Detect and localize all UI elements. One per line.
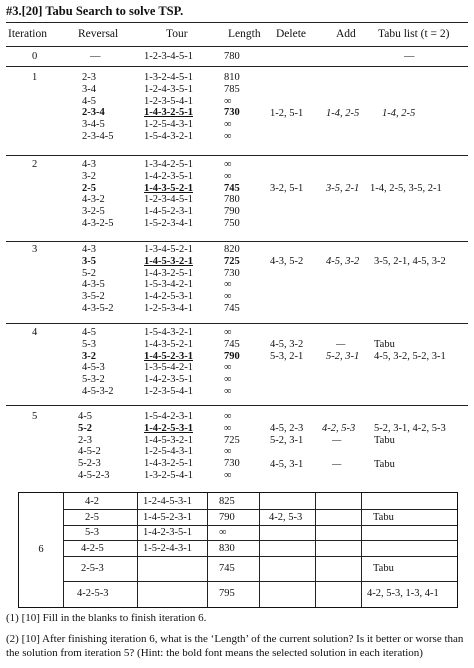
reversal-item-selected: 5-2 <box>78 422 92 434</box>
tabu-item: Tabu <box>374 434 395 446</box>
tour-item-selected: 1-4-2-5-3-1 <box>144 422 193 434</box>
iter2-tours <box>144 159 193 230</box>
iter5-tours <box>144 411 193 482</box>
iter6-row3-length: ∞ <box>219 527 227 538</box>
reversal-item: 3-5-2 <box>82 291 105 303</box>
tour-item: 1-3-4-2-5-1 <box>144 159 193 170</box>
reversal-item: 2-3 <box>78 434 92 446</box>
iter0-length: 780 <box>224 51 240 62</box>
reversal-item: 4-5 <box>82 327 96 338</box>
iter4-tours <box>144 327 193 398</box>
header-length: Length <box>228 28 261 40</box>
iter6-row5-tabu[interactable]: Tabu <box>373 563 394 574</box>
grid-vline <box>63 493 64 607</box>
reversal-item: 4-5 <box>78 411 92 422</box>
reversal-item: 4-3 <box>82 159 96 170</box>
iter2-add: 3-5, 2-1 <box>326 183 360 194</box>
header-iteration: Iteration <box>8 28 47 40</box>
reversal-item-selected: 2-3-4 <box>82 107 105 119</box>
header-rule <box>6 46 468 47</box>
length-item: ∞ <box>224 279 232 291</box>
header-tour: Tour <box>166 28 188 40</box>
tour-item: 1-4-5-3-2-1 <box>144 434 193 446</box>
iter6-row4-tour: 1-5-2-4-3-1 <box>143 542 192 554</box>
tour-item: 1-2-5-4-3-1 <box>144 446 193 458</box>
iter1-add: 1-4, 2-5 <box>326 108 360 119</box>
reversal-item: 2-3 <box>82 72 96 83</box>
iter4-tabu <box>374 339 446 363</box>
reversal-item: 5-3-2 <box>82 374 105 386</box>
tour-item: 1-2-5-3-4-1 <box>144 302 193 314</box>
iter3-reversals <box>82 244 114 315</box>
iter6-row4-reversal: 4-2-5 <box>81 542 104 554</box>
iter1-rule <box>6 155 468 156</box>
tour-item: 1-2-5-4-3-1 <box>144 119 193 131</box>
length-item: 820 <box>224 244 240 255</box>
tour-item: 1-5-4-2-3-1 <box>144 411 193 422</box>
tour-item: 1-3-2-5-4-1 <box>144 469 193 481</box>
length-item-selected: ∞ <box>224 422 232 434</box>
reversal-item: 5-2 <box>82 267 96 279</box>
tour-item: 1-2-3-4-5-1 <box>144 194 193 206</box>
reversal-item: 3-4 <box>82 83 96 95</box>
add-item: — <box>336 339 346 350</box>
reversal-item: 3-4-5 <box>82 119 105 131</box>
reversal-item: 4-5-3-2 <box>82 385 114 397</box>
iter6-row5-reversal: 2-5-3 <box>81 563 104 574</box>
tour-item-selected: 1-4-3-2-5-1 <box>144 107 193 119</box>
iter1-iteration: 1 <box>32 72 38 83</box>
grid-hline <box>63 540 457 541</box>
length-item: ∞ <box>224 327 232 338</box>
tour-item: 1-4-2-3-5-1 <box>144 170 193 182</box>
delete-item: 4-5, 3-2 <box>270 339 304 350</box>
length-item: ∞ <box>224 362 232 374</box>
length-item: 785 <box>224 83 240 95</box>
iter5-iteration: 5 <box>32 411 38 422</box>
iter5-add <box>322 423 355 470</box>
iter3-lengths <box>224 244 240 315</box>
reversal-item: 4-3-5 <box>82 279 105 291</box>
tabu-item: 4-5, 3-2, 5-2, 3-1 <box>374 350 446 362</box>
length-item: 750 <box>224 217 240 229</box>
iter6-row2-length: 790 <box>219 511 235 523</box>
iter0-rule <box>6 66 468 67</box>
reversal-item: 4-3-5-2 <box>82 302 114 314</box>
tour-item: 1-2-3-5-4-1 <box>144 385 193 397</box>
iter3-iteration: 3 <box>32 244 38 255</box>
iter6-iteration: 6 <box>38 544 44 555</box>
iter3-rule <box>6 323 468 324</box>
length-item: ∞ <box>224 130 232 142</box>
reversal-item: 4-3-2-5 <box>82 217 114 229</box>
iter6-row3-tour: 1-4-2-3-5-1 <box>143 527 192 538</box>
reversal-item-selected: 3-5 <box>82 255 96 267</box>
iter4-add <box>326 339 359 363</box>
iter4-reversals <box>82 327 114 398</box>
iter6-row1-tour: 1-2-4-5-3-1 <box>143 495 192 507</box>
tour-item: 1-3-5-4-2-1 <box>144 362 193 374</box>
length-item-selected: 730 <box>224 107 240 119</box>
add-item: — <box>332 458 342 470</box>
length-item-selected: 725 <box>224 255 240 267</box>
grid-vline <box>315 493 316 607</box>
iter1-lengths <box>224 72 240 143</box>
tour-item: 1-5-3-4-2-1 <box>144 279 193 291</box>
tour-item: 1-3-2-4-5-1 <box>144 72 193 83</box>
length-item-selected: 745 <box>224 182 240 194</box>
iter4-delete <box>270 339 303 363</box>
reversal-item: 5-3 <box>82 338 96 350</box>
length-item: 725 <box>224 434 240 446</box>
iter6-row2-tabu[interactable]: Tabu <box>373 511 394 523</box>
question-2: (2) [10] After finishing iteration 6, what is the ‘Length’ of the current solution? Is it better or worse than the solution from iteration 5? (Hint: the bold font means the selected solution in each iteration) <box>6 633 464 659</box>
header-reversal: Reversal <box>78 28 119 40</box>
reversal-item-selected: 2-5 <box>82 182 96 194</box>
iter4-lengths <box>224 327 240 398</box>
iter2-lengths <box>224 159 240 230</box>
iter5-delete <box>270 423 303 470</box>
grid-vline <box>207 493 208 607</box>
reversal-item: 4-3-2 <box>82 194 105 206</box>
length-item: 790 <box>224 206 240 218</box>
length-item: ∞ <box>224 159 232 170</box>
add-item: — <box>332 434 342 446</box>
iter0-reversal: — <box>90 51 101 62</box>
reversal-item: 3-2 <box>82 170 96 182</box>
tour-item: 1-5-4-3-2-1 <box>144 327 193 338</box>
grid-hline <box>63 509 457 510</box>
length-item: ∞ <box>224 411 232 422</box>
iter3-delete: 4-3, 5-2 <box>270 256 304 267</box>
length-item: ∞ <box>224 469 232 481</box>
iter1-tabu: 1-4, 2-5 <box>382 108 416 119</box>
tabu-item: Tabu <box>374 458 395 470</box>
length-item: ∞ <box>224 291 232 303</box>
iter3-tours <box>144 244 193 315</box>
iter6-row5-length: 745 <box>219 563 235 574</box>
header-tabu-list: Tabu list (t = 2) <box>378 28 450 40</box>
grid-vline <box>137 493 138 607</box>
length-item-selected: 790 <box>224 350 240 362</box>
tabu-item: Tabu <box>374 339 395 350</box>
length-item: 730 <box>224 458 240 470</box>
reversal-item: 4-5-3 <box>82 362 105 374</box>
tour-item: 1-4-3-5-2-1 <box>144 338 193 350</box>
length-item: ∞ <box>224 170 232 182</box>
reversal-item: 4-5-2 <box>78 446 101 458</box>
tour-item: 1-4-2-5-3-1 <box>144 291 193 303</box>
length-item: 780 <box>224 194 240 206</box>
length-item: 745 <box>224 338 240 350</box>
reversal-item-selected: 3-2 <box>82 350 96 362</box>
tabu-item: 5-2, 3-1, 4-2, 5-3 <box>374 423 446 434</box>
length-item: 730 <box>224 267 240 279</box>
tour-item-selected: 1-4-5-3-2-1 <box>144 255 193 267</box>
tour-item: 1-4-3-2-5-1 <box>144 458 193 470</box>
add-item: 5-2, 3-1 <box>326 350 360 362</box>
iter1-delete: 1-2, 5-1 <box>270 108 304 119</box>
page-title: #3.[20] Tabu Search to solve TSP. <box>6 4 184 18</box>
reversal-item: 4-5 <box>82 95 96 107</box>
iter3-add: 4-5, 3-2 <box>326 256 360 267</box>
iter0-iteration: 0 <box>32 51 38 62</box>
add-item: 4-2, 5-3 <box>322 423 356 434</box>
iter2-rule <box>6 241 468 242</box>
iter0-tour: 1-2-3-4-5-1 <box>144 51 193 62</box>
tour-item: 1-5-4-3-2-1 <box>144 130 193 142</box>
iter1-tours <box>144 72 193 143</box>
iter6-row6-length: 795 <box>219 588 235 599</box>
header-delete: Delete <box>276 28 307 40</box>
iter4-rule <box>6 405 468 406</box>
iter3-tabu: 3-5, 2-1, 4-5, 3-2 <box>374 256 446 267</box>
tour-item: 1-3-4-5-2-1 <box>144 244 193 255</box>
iter1-reversals <box>82 72 114 143</box>
iter6-row4-length: 830 <box>219 542 235 554</box>
iter5-tabu <box>374 423 446 470</box>
iter4-iteration: 4 <box>32 327 38 338</box>
length-item: 810 <box>224 72 240 83</box>
tour-item-selected: 1-4-3-5-2-1 <box>144 182 193 194</box>
iter6-row2-tour: 1-4-5-2-3-1 <box>143 511 192 523</box>
grid-vline <box>361 493 362 607</box>
iter0-tabu: — <box>404 51 415 62</box>
tour-item: 1-2-4-3-5-1 <box>144 83 193 95</box>
iter2-reversals <box>82 159 114 230</box>
grid-hline <box>63 525 457 526</box>
reversal-item: 3-2-5 <box>82 206 105 218</box>
tour-item: 1-4-2-3-5-1 <box>144 374 193 386</box>
iter6-row6-reversal: 4-2-5-3 <box>77 588 109 599</box>
iter6-row3-reversal: 5-3 <box>85 527 99 538</box>
iter2-tabu: 1-4, 2-5, 3-5, 2-1 <box>370 183 442 194</box>
reversal-item: 2-3-4-5 <box>82 130 114 142</box>
reversal-item: 4-5-2-3 <box>78 469 110 481</box>
tour-item-selected: 1-4-5-2-3-1 <box>144 350 193 362</box>
iter6-row2-reversal: 2-5 <box>85 511 99 523</box>
length-item: ∞ <box>224 95 232 107</box>
delete-item: 4-5, 2-3 <box>270 423 304 434</box>
header-add: Add <box>336 28 356 40</box>
reversal-item: 4-3 <box>82 244 96 255</box>
iter6-row2-delete[interactable]: 4-2, 5-3 <box>269 511 303 523</box>
length-item: 745 <box>224 302 240 314</box>
delete-item: 5-2, 3-1 <box>270 434 304 446</box>
reversal-item: 5-2-3 <box>78 458 101 470</box>
iter2-iteration: 2 <box>32 159 38 170</box>
iter2-delete: 3-2, 5-1 <box>270 183 304 194</box>
iter5-lengths <box>224 411 240 482</box>
grid-vline <box>259 493 260 607</box>
length-item: ∞ <box>224 119 232 131</box>
tour-item: 1-4-3-2-5-1 <box>144 267 193 279</box>
tour-item: 1-2-3-5-4-1 <box>144 95 193 107</box>
tour-item: 1-5-2-3-4-1 <box>144 217 193 229</box>
iteration6-grid <box>18 492 458 608</box>
iter6-row1-reversal: 4-2 <box>85 495 99 507</box>
question-1: (1) [10] Fill in the blanks to finish iteration 6. <box>6 612 207 624</box>
tour-item: 1-4-5-2-3-1 <box>144 206 193 218</box>
length-item: ∞ <box>224 385 232 397</box>
delete-item: 5-3, 2-1 <box>270 350 304 362</box>
length-item: ∞ <box>224 374 232 386</box>
iter6-row6-tabu[interactable]: 4-2, 5-3, 1-3, 4-1 <box>367 588 439 599</box>
grid-hline <box>63 556 457 557</box>
iter6-row1-length: 825 <box>219 495 235 507</box>
delete-item: 4-5, 3-1 <box>270 458 304 470</box>
iter5-reversals <box>78 411 110 482</box>
length-item: ∞ <box>224 446 232 458</box>
